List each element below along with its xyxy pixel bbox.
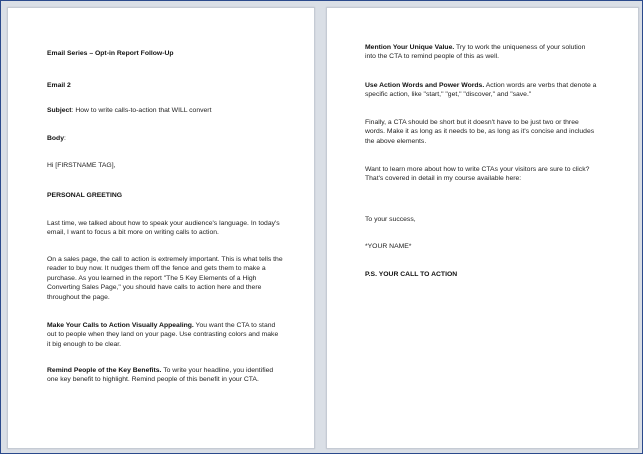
tip-benefits: [47, 366, 283, 385]
your-name: *YOUR NAME*: [365, 243, 412, 250]
tip-action-words-heading: Use Action Words and Power Words.: [365, 82, 485, 89]
subject-text: : How to write calls-to-action that WILL convert: [71, 107, 212, 114]
tip-unique-value: [365, 43, 597, 62]
paragraph-sales-page: On a sales page, the call to action is extremely important. This is what tells the reader to buy now. It nudges them off the fence and gets them to make a purchase. As you learned in the report "The 5 Key Elements of a High Converting Sales Page," you should have calls to action here and there throughout the page.: [47, 256, 283, 301]
greeting: Hi [FIRSTNAME TAG],: [47, 162, 116, 169]
tip-benefits-text: To write your headline, you identified one key benefit to highlight. Remind people of this benefit in your CTA.: [47, 367, 274, 384]
tip-action-words: [365, 81, 597, 100]
tip-unique-value-heading: Mention Your Unique Value.: [365, 44, 455, 51]
body-colon: :: [64, 135, 66, 142]
tip-visual-heading: Make Your Calls to Action Visually Appealing.: [47, 322, 194, 329]
closing: To your success,: [365, 216, 416, 223]
paragraph-course: Want to learn more about how to write CTAs your visitors are sure to click? That's covered in detail in my course available here:: [365, 166, 590, 183]
subject-label: Subject: [47, 107, 72, 114]
body-label: Body: [47, 135, 64, 142]
document-page-right: [326, 7, 639, 449]
email-number: Email 2: [47, 82, 71, 89]
paragraph-short-cta: Finally, a CTA should be short but it doesn't have to be just two or three words. Make it as long as it needs to be, as long as it's concise and includes the above elements.: [365, 119, 595, 145]
document-page-left: [7, 7, 315, 449]
ps-call-to-action: P.S. YOUR CALL TO ACTION: [365, 271, 458, 278]
document-title: Email Series – Opt-in Report Follow-Up: [47, 50, 174, 57]
personal-greeting: PERSONAL GREETING: [47, 192, 123, 199]
tip-unique-value-text: Try to work the uniqueness of your solution into the CTA to remind people of this as well.: [365, 44, 586, 61]
body-heading: [47, 134, 283, 143]
paragraph-intro: Last time, we talked about how to speak your audience's language. In today's email, I want to focus a bit more on writing calls to action.: [47, 220, 280, 237]
subject-line: [47, 106, 283, 115]
tip-visual-text: You want the CTA to stand out to people when they land on your page. Use contrasting colors and make it big enough to be clear.: [47, 322, 279, 348]
tip-action-words-text: Action words are verbs that denote a specific action, like "start," "get," "discover," and "save.": [365, 82, 597, 99]
tip-benefits-heading: Remind People of the Key Benefits.: [47, 367, 162, 374]
tip-visual: [47, 321, 283, 349]
